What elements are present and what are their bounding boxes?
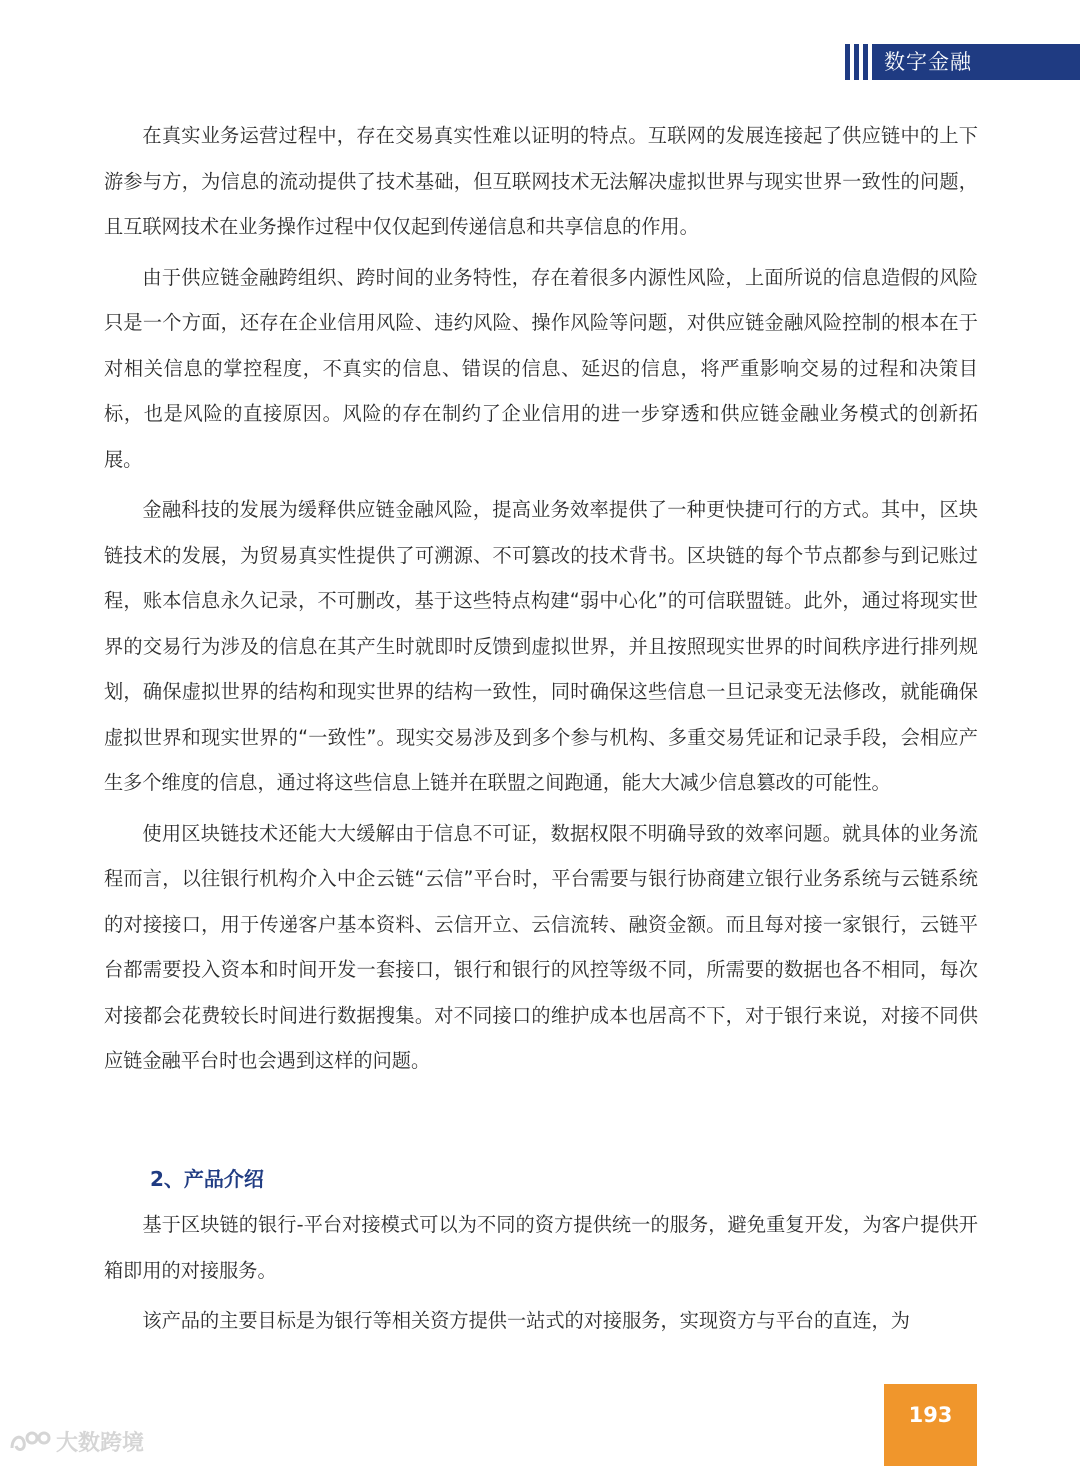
main-text (104, 113, 978, 1089)
page-number: 193 (884, 1384, 977, 1466)
section-paragraph-2: 该产品的主要目标是为银行等相关资方提供一站式的对接服务，实现资方与平台的直连，为 (142, 1309, 910, 1332)
header-stripe-1 (845, 44, 850, 80)
body-paragraph-3: 金融科技的发展为缓释供应链金融风险，提高业务效率提供了一种更快捷可行的方式。其中，区块链技术的发展，为贸易真实性提供了可溯源、不可篡改的技术背书。区块链的每个节点都参与到记账过程，账本信息永久记录，不可删改，基于这些特点构建“弱中心化”的可信联盟链。此外，通过将现实世界的交易行为涉及的信息在其产生时就即时反馈到虚拟世界，并且按照现实世界的时间秩序进行排列规划，确保虚拟世界的结构和现实世界的结构一致性，同时确保这些信息一旦记录变无法修改，就能确保虚拟世界和现实世界的“一致性”。现实交易涉及到多个参与机构、多重交易凭证和记录手段，会相应产生多个维度的信息，通过将这些信息上链并在联盟之间跑通，能大大减少信息篡改的可能性。 (104, 498, 978, 794)
section-paragraph-1: 基于区块链的银行-平台对接模式可以为不同的资方提供统一的服务，避免重复开发，为客户提供开箱即用的对接服务。 (104, 1213, 978, 1282)
body-paragraph-4: 使用区块链技术还能大大缓解由于信息不可证，数据权限不明确导致的效率问题。就具体的业务流程而言，以往银行机构介入中企云链“云信”平台时，平台需要与银行协商建立银行业务系统与云链系统的对接接口，用于传递客户基本资料、云信开立、云信流转、融资金额。而且每对接一家银行，云链平台都需要投入资本和时间开发一套接口，银行和银行的风控等级不同，所需要的数据也各不相同，每次对接都会花费较长时间进行数据搜集。对不同接口的维护成本也居高不下，对于银行来说，对接不同供应链金融平台时也会遇到这样的问题。 (104, 821, 978, 1072)
watermark-logo-icon (8, 1428, 52, 1456)
watermark-text: 大数跨境 (56, 1431, 145, 1456)
header-stripe-3 (863, 44, 868, 80)
body-paragraph-2: 由于供应链金融跨组织、跨时间的业务特性，存在着很多内源性风险，上面所说的信息造假的风险只是一个方面，还存在企业信用风险、违约风险、操作风险等问题，对供应链金融风险控制的根本在于对相关信息的掌控程度，不真实的信息、错误的信息、延迟的信息，将严重影响交易的过程和决策目标，也是风险的直接原因。风险的存在制约了企业信用的进一步穿透和供应链金融业务模式的创新拓展。 (104, 265, 978, 471)
section-header (845, 44, 1080, 80)
section-title: 数字金融 (872, 44, 1080, 80)
body-paragraph-1: 在真实业务运营过程中，存在交易真实性难以证明的特点。互联网的发展连接起了供应链中的上下游参与方，为信息的流动提供了技术基础，但互联网技术无法解决虚拟世界与现实世界一致性的问题，且互联网技术在业务操作过程中仅仅起到传递信息和共享信息的作用。 (104, 124, 978, 238)
section-heading: 2、产品介绍 (150, 1167, 264, 1191)
watermark (8, 1426, 144, 1457)
header-stripe-2 (854, 44, 859, 80)
section-text (104, 1202, 978, 1349)
